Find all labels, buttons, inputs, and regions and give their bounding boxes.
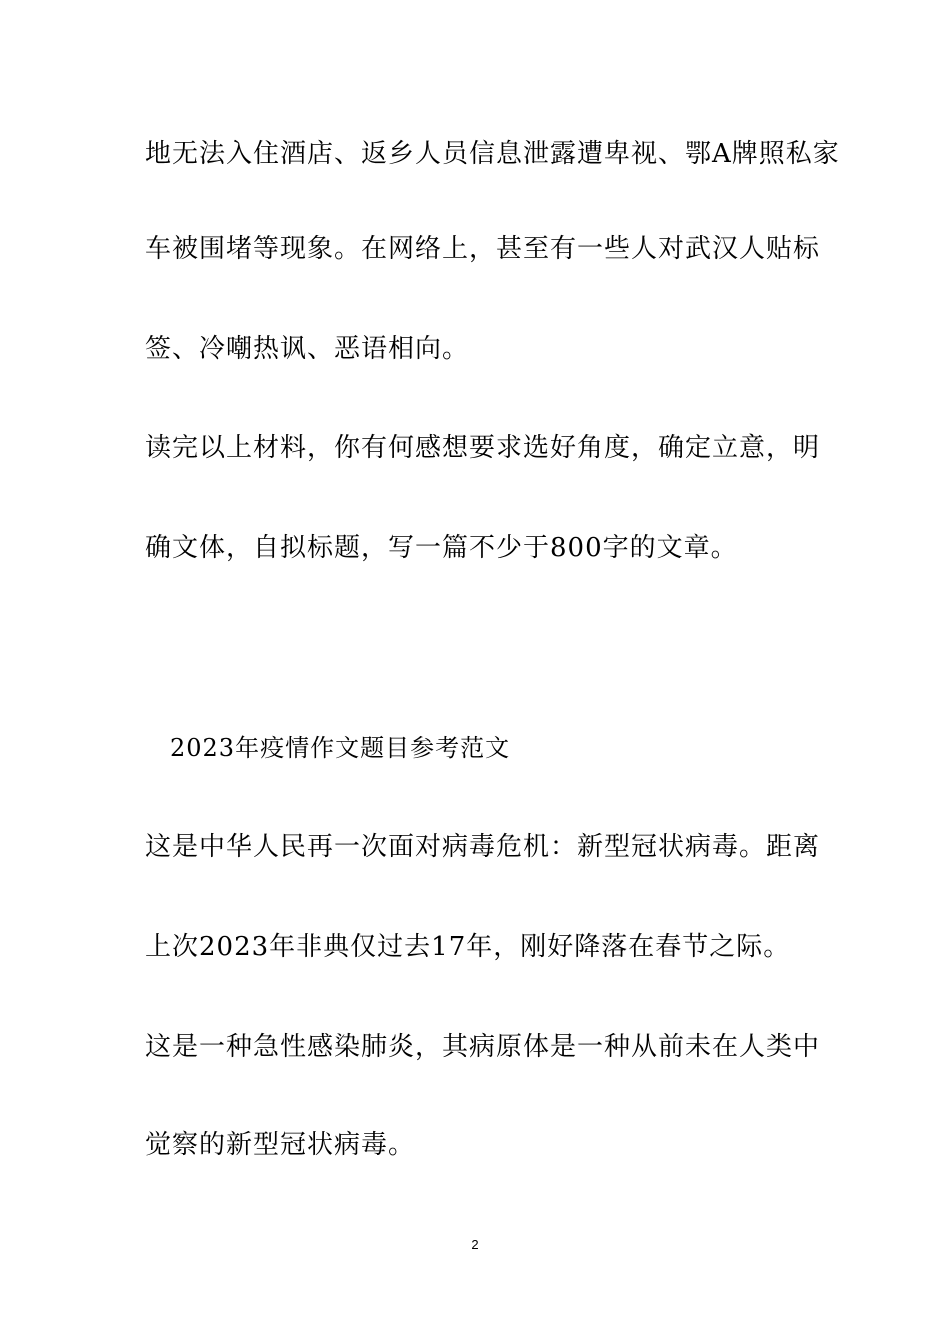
essay-paragraph-1-line-1: 这是中华人民再一次面对病毒危机：新型冠状病毒。距离 (145, 832, 821, 862)
material-line-2: 车被围堵等现象。在网络上，甚至有一些人对武汉人贴标 (145, 234, 821, 264)
page-number: 2 (471, 1237, 479, 1252)
prompt-line-1: 读完以上材料，你有何感想要求选好角度，确定立意，明 (145, 433, 821, 463)
essay-paragraph-1-line-2: 上次2023年非典仅过去17年，刚好降落在春节之际。 (145, 932, 791, 962)
material-line-1: 地无法入住酒店、返乡人员信息泄露遭卑视、鄂A牌照私家 (145, 139, 840, 169)
essay-heading: 2023年疫情作文题目参考范文 (170, 734, 511, 762)
essay-paragraph-2-line-1: 这是一种急性感染肺炎，其病原体是一种从前未在人类中 (145, 1032, 821, 1062)
material-line-3: 签、冷嘲热讽、恶语相向。 (145, 334, 470, 364)
prompt-line-2: 确文体，自拟标题，写一篇不少于800字的文章。 (145, 533, 738, 563)
essay-paragraph-2-line-2: 觉察的新型冠状病毒。 (145, 1130, 416, 1160)
